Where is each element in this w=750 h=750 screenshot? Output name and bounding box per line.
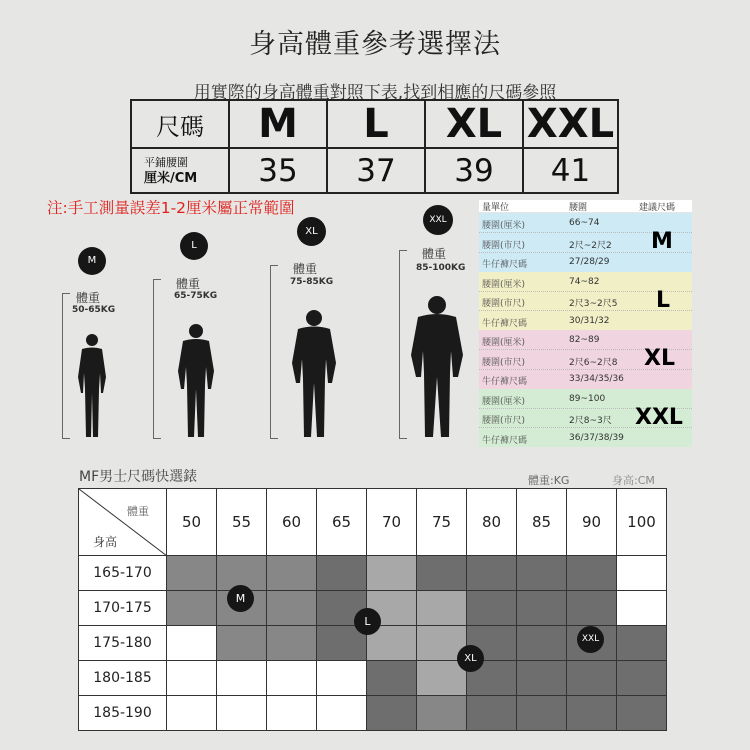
header-waist: 腰圍: [569, 203, 588, 213]
size-grid-cell: [617, 556, 667, 591]
measurement-value: 30/31/32: [569, 315, 610, 326]
size-grid-cell: [167, 661, 217, 696]
height-bracket-l: [153, 279, 161, 439]
size-grid-cell: [567, 591, 617, 626]
size-grid-cell: [417, 556, 467, 591]
measurement-unit: 腰圍(厘米): [482, 279, 526, 290]
size-badge-xxl: XXL: [423, 205, 453, 235]
size-row: [131, 100, 618, 148]
measurement-note: 注:手工測量誤差1-2厘米屬正常範圍: [47, 199, 295, 217]
measurement-unit: 腰圍(厘米): [482, 221, 526, 231]
figure-silhouette-m: [74, 333, 110, 439]
size-group-band: [479, 272, 692, 331]
size-grid-cell: [267, 661, 317, 696]
height-label-cell: 165-170: [79, 556, 167, 591]
measurement-unit: 腰圍(市尺): [482, 416, 526, 426]
grid-marker-m: M: [227, 585, 254, 612]
height-bracket-xl: [270, 265, 278, 439]
weight-header-cell: 70: [367, 489, 417, 556]
size-grid-cell: [417, 696, 467, 731]
size-grid-cell: [617, 591, 667, 626]
size-grid-cell: [617, 696, 667, 731]
measurement-value: 33/34/35/36: [569, 374, 624, 384]
waist-value-xxl: 41: [523, 148, 618, 193]
measurement-row: [479, 311, 692, 331]
height-row: [79, 661, 667, 696]
figures-section: [0, 205, 480, 445]
measurement-value: 2尺3~2尺5: [569, 299, 618, 309]
size-grid-cell: [217, 696, 267, 731]
size-cell-l: L: [327, 100, 425, 148]
header-unit: 量單位: [482, 203, 510, 213]
weight-label-m: 體重: [76, 291, 101, 305]
weight-label-xl: 體重: [293, 262, 318, 276]
recommended-size: L: [656, 287, 671, 313]
measurement-value: 66~74: [569, 218, 600, 228]
grid-marker-l: L: [354, 608, 381, 635]
height-label-cell: 180-185: [79, 661, 167, 696]
measurement-row: [479, 252, 692, 272]
waist-value-l: 37: [327, 148, 425, 193]
size-grid-cell: [367, 556, 417, 591]
size-grid-cell: [267, 591, 317, 626]
waist-row: [131, 148, 618, 193]
size-grid-cell: [567, 661, 617, 696]
weight-label-xxl: 體重: [422, 247, 447, 261]
size-cell-xl: XL: [425, 100, 523, 148]
size-grid-cell: [367, 696, 417, 731]
size-grid-cell: [617, 626, 667, 661]
measurement-unit: 腰圍(厘米): [482, 396, 526, 407]
measurement-unit: 腰圍(厘米): [482, 338, 526, 348]
size-grid-cell: [317, 661, 367, 696]
figure-silhouette-xl: [288, 309, 340, 439]
height-label-cell: 170-175: [79, 591, 167, 626]
size-group-band: [479, 213, 692, 272]
size-grid-cell: [217, 661, 267, 696]
size-grid-cell: [267, 556, 317, 591]
weight-header-cell: 90: [567, 489, 617, 556]
measurement-value: 36/37/38/39: [569, 432, 624, 443]
weight-range-m: 50-65KG: [72, 305, 116, 315]
recommended-size: M: [651, 229, 673, 254]
size-group-band: [479, 389, 692, 448]
height-bracket-xxl: [399, 250, 407, 439]
size-waist-table: [130, 99, 619, 194]
size-label-cell: 尺碼: [131, 100, 229, 148]
measurement-unit: 牛仔褲尺碼: [482, 260, 528, 270]
grid-marker-xl: XL: [457, 645, 484, 672]
waist-label-line2: 厘米/CM: [144, 170, 198, 186]
size-grid-cell: [317, 556, 367, 591]
height-label-cell: 185-190: [79, 696, 167, 731]
measurement-value: 2尺8~3尺: [569, 416, 612, 426]
measurement-value: 89~100: [569, 393, 606, 404]
waist-label-line1: 平鋪腰圍: [144, 155, 188, 169]
size-cell-xxl: XXL: [523, 100, 618, 148]
grid-title: MF男士尺碼快選錶: [79, 469, 198, 485]
weight-header-cell: 50: [167, 489, 217, 556]
height-bracket-m: [62, 293, 70, 439]
weight-header-cell: 55: [217, 489, 267, 556]
grid-marker-xxl: XXL: [577, 626, 604, 653]
size-grid-cell: [517, 626, 567, 661]
measurement-value: 82~89: [569, 335, 600, 345]
weight-range-l: 65-75KG: [174, 291, 218, 301]
figure-silhouette-l: [174, 323, 218, 439]
height-label-cell: 175-180: [79, 626, 167, 661]
size-grid-cell: [417, 591, 467, 626]
weight-header-cell: 100: [617, 489, 667, 556]
weight-header-cell: 80: [467, 489, 517, 556]
height-unit-label: 身高:CM: [612, 474, 655, 487]
corner-weight-label: 體重: [127, 505, 149, 518]
measurement-row: [479, 369, 692, 389]
weight-label-l: 體重: [176, 277, 201, 291]
measurement-row: [479, 428, 692, 448]
waist-value-xl: 39: [425, 148, 523, 193]
measurement-unit: 腰圍(市尺): [482, 357, 526, 368]
measurement-unit: 腰圍(市尺): [482, 240, 526, 251]
header-recommended-size: 建議尺碼: [639, 203, 676, 213]
weight-unit-label: 體重:KG: [528, 474, 570, 487]
weight-header-cell: 85: [517, 489, 567, 556]
size-grid-cell: [617, 661, 667, 696]
size-grid-cell: [167, 591, 217, 626]
waist-value-m: 35: [229, 148, 327, 193]
size-group-band: [479, 330, 692, 389]
weight-range-xl: 75-85KG: [290, 277, 334, 287]
measurement-unit: 腰圍(市尺): [482, 299, 526, 309]
size-grid-cell: [267, 626, 317, 661]
size-grid-cell: [467, 696, 517, 731]
waist-label-cell: [131, 148, 229, 193]
measurement-value: 27/28/29: [569, 257, 610, 267]
size-grid-cell: [567, 556, 617, 591]
size-grid-cell: [167, 696, 217, 731]
weight-header-cell: 65: [317, 489, 367, 556]
size-grid-cell: [467, 591, 517, 626]
measurement-unit: 牛仔褲尺碼: [482, 377, 528, 387]
size-badge-xl: XL: [297, 217, 326, 246]
weight-range-xxl: 85-100KG: [416, 263, 466, 273]
figure-silhouette-xxl: [407, 295, 467, 439]
size-grid-cell: [167, 626, 217, 661]
corner-height-label: 身高: [93, 535, 118, 549]
size-cell-m: M: [229, 100, 327, 148]
size-badge-l: L: [180, 232, 208, 260]
height-row: [79, 696, 667, 731]
size-grid-cell: [517, 591, 567, 626]
table-header-band: [479, 200, 692, 212]
recommended-size: XL: [644, 346, 675, 371]
size-grid-cell: [517, 696, 567, 731]
size-grid-cell: [317, 696, 367, 731]
measurement-value: 2尺6~2尺8: [569, 357, 618, 368]
waist-recommendation-table: [479, 200, 692, 445]
recommended-size: XXL: [635, 404, 683, 430]
weight-header-row: [79, 489, 667, 556]
height-row: [79, 556, 667, 591]
size-grid-cell: [167, 556, 217, 591]
size-grid-cell: [217, 626, 267, 661]
measurement-unit: 牛仔褲尺碼: [482, 435, 528, 446]
size-grid-cell: [517, 661, 567, 696]
size-grid-cell: [267, 696, 317, 731]
grid-corner-cell: [79, 489, 167, 556]
size-badge-m: M: [78, 247, 106, 275]
measurement-unit: 牛仔褲尺碼: [482, 318, 528, 329]
measurement-value: 2尺~2尺2: [569, 240, 612, 251]
weight-header-cell: 60: [267, 489, 317, 556]
page-title: 身高體重參考選擇法: [249, 29, 501, 60]
size-grid-cell: [467, 556, 517, 591]
measurement-value: 74~82: [569, 276, 600, 287]
size-grid-cell: [567, 696, 617, 731]
weight-header-cell: 75: [417, 489, 467, 556]
size-grid-cell: [367, 661, 417, 696]
size-grid-cell: [517, 556, 567, 591]
page-subtitle: 用實際的身高體重對照下表,找到相應的尺碼參照: [193, 83, 557, 103]
